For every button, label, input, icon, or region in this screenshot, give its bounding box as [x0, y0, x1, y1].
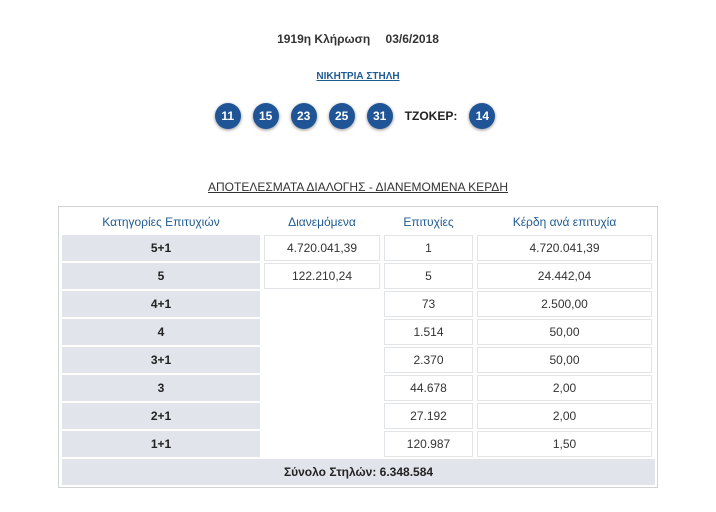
distributed-cell: 122.210,24: [264, 263, 380, 289]
number-ball: 25: [329, 103, 355, 129]
winners-cell: 5: [384, 263, 473, 289]
total-columns: Σύνολο Στηλών: 6.348.584: [62, 459, 655, 485]
winners-cell: 44.678: [384, 375, 473, 401]
prize-cell: 2.500,00: [477, 291, 652, 317]
number-ball: 11: [215, 103, 241, 129]
results-table: [58, 206, 658, 488]
prize-cell: 24.442,04: [477, 263, 652, 289]
category-cell: 3+1: [62, 347, 260, 373]
results-title: [0, 178, 716, 196]
distributed-cell: 4.720.041,39: [264, 235, 380, 261]
number-ball: 23: [291, 103, 317, 129]
draw-number: 1919η Κλήρωση: [277, 32, 371, 46]
number-ball: 15: [253, 103, 279, 129]
header-categories: Κατηγορίες Επιτυχιών: [102, 215, 220, 229]
category-cell: 4: [62, 319, 260, 345]
category-cell: 2+1: [62, 403, 260, 429]
prize-cell: 1,50: [477, 431, 652, 457]
prize-cell: 50,00: [477, 347, 652, 373]
header-distributed: Διανεμόμενα: [288, 215, 356, 229]
header-prize: Κέρδη ανά επιτυχία: [512, 215, 617, 229]
results-title-text: ΑΠΟΤΕΛΕΣΜΑΤΑ ΔΙΑΛΟΓΗΣ - ΔΙΑΝΕΜΟΜΕΝΑ ΚΕΡΔΗ: [208, 180, 508, 194]
prize-cell: 4.720.041,39: [477, 235, 652, 261]
winners-cell: 2.370: [384, 347, 473, 373]
winning-column-section: [0, 66, 716, 84]
category-cell: 4+1: [62, 291, 260, 317]
winners-cell: 1.514: [384, 319, 473, 345]
category-cell: 1+1: [62, 431, 260, 457]
draw-header: [0, 32, 716, 46]
header-winners: Επιτυχίες: [403, 215, 454, 229]
winners-cell: 120.987: [384, 431, 473, 457]
prize-cell: 50,00: [477, 319, 652, 345]
draw-date: 03/6/2018: [385, 32, 439, 46]
prize-cell: 2,00: [477, 375, 652, 401]
prize-cell: 2,00: [477, 403, 652, 429]
winners-cell: 1: [384, 235, 473, 261]
winners-cell: 27.192: [384, 403, 473, 429]
category-cell: 5+1: [62, 235, 260, 261]
category-cell: 5: [62, 263, 260, 289]
joker-label: ΤΖΟΚΕΡ:: [404, 109, 458, 123]
winning-numbers: [0, 103, 716, 129]
number-ball: 31: [367, 103, 393, 129]
winners-cell: 73: [384, 291, 473, 317]
winning-column-link[interactable]: ΝΙΚΗΤΡΙΑ ΣΤΗΛΗ: [316, 71, 400, 82]
category-cell: 3: [62, 375, 260, 401]
joker-ball: 14: [469, 103, 495, 129]
